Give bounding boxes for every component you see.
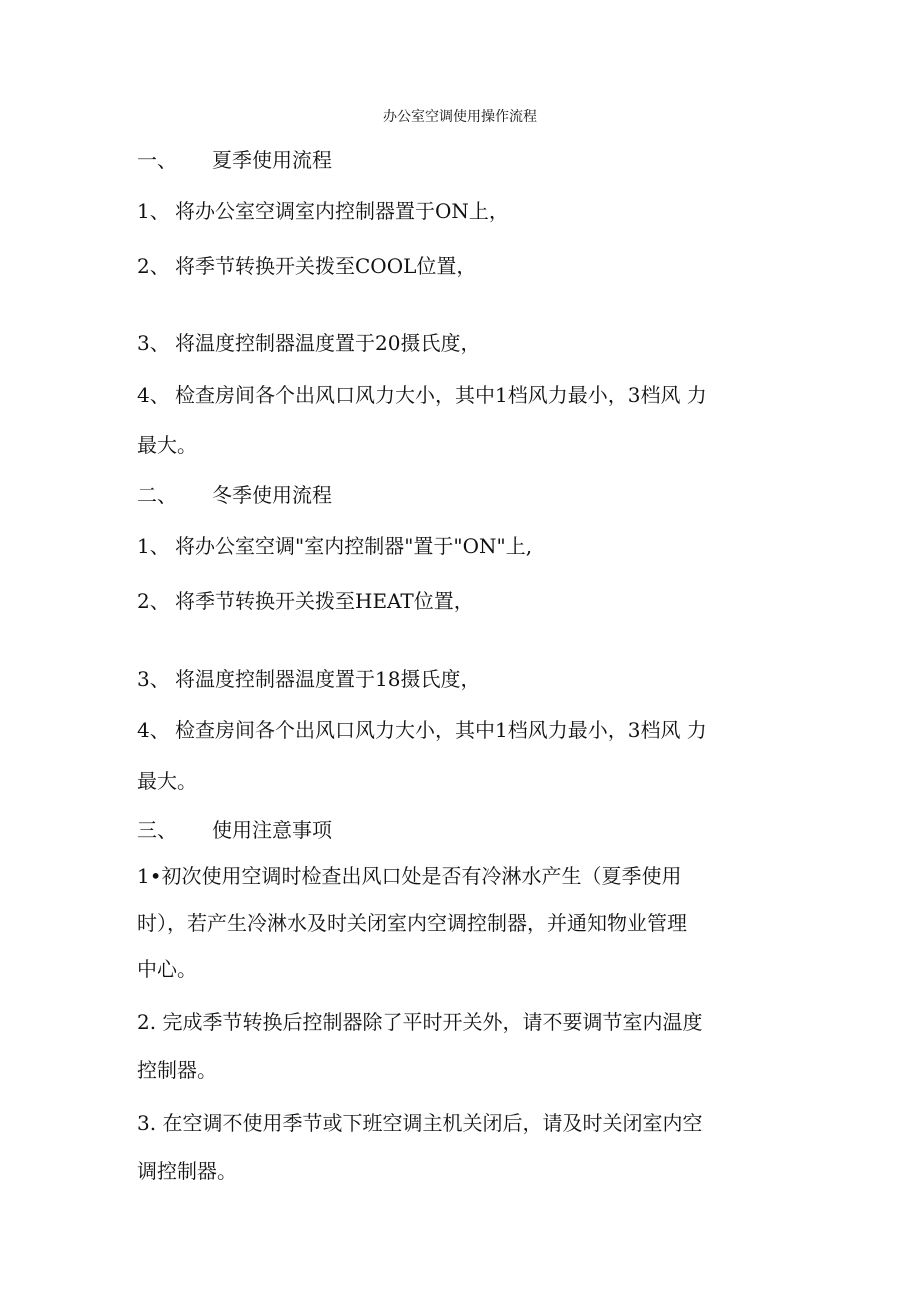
note-line: 中心。: [137, 957, 197, 981]
note-line: 3. 在空调不使用季节或下班空调主机关闭后，请及时关闭室内空: [137, 1111, 703, 1135]
item-text: 将季节转换开关拨至HEAT位置，: [175, 589, 474, 613]
note-line: 控制器。: [137, 1058, 217, 1082]
note-line: 时），若产生冷淋水及时关闭室内空调控制器，并通知物业管理: [137, 911, 687, 935]
item-number: 4、: [137, 718, 170, 742]
item-text: 检查房间各个出风口风力大小，其中1档风力最小，3档风 力: [175, 718, 707, 742]
list-item: [137, 197, 509, 225]
list-item: [137, 381, 707, 409]
list-item: [137, 532, 532, 560]
item-number: 1、: [137, 534, 170, 558]
list-item: [137, 587, 474, 615]
item-number: 2、: [137, 589, 170, 613]
section-number: 三、: [137, 818, 177, 842]
section-heading-summer: [137, 146, 332, 174]
section-heading-notes: [137, 816, 332, 844]
item-text: 将温度控制器温度置于20摄氏度，: [175, 331, 481, 355]
item-text: 将季节转换开关拨至COOL位置，: [175, 254, 477, 278]
list-item: [137, 665, 480, 693]
list-item: [137, 329, 480, 357]
item-text: 将办公室空调"室内控制器"置于"ON"上,: [175, 534, 533, 558]
section-heading-winter: [137, 481, 332, 509]
item-number: 2、: [137, 254, 170, 278]
item-continuation: 最大。: [137, 769, 197, 793]
item-text: 将办公室空调室内控制器置于ON上，: [175, 199, 509, 223]
list-item: [137, 252, 476, 280]
note-line: 1•初次使用空调时检查出风口处是否有冷淋水产生（夏季使用: [137, 864, 682, 888]
item-text: 检查房间各个出风口风力大小，其中1档风力最小，3档风 力: [175, 383, 707, 407]
note-line: 调控制器。: [137, 1159, 237, 1183]
item-number: 3、: [137, 667, 170, 691]
section-number: 二、: [137, 483, 177, 507]
item-number: 3、: [137, 331, 170, 355]
section-heading-text: 夏季使用流程: [212, 148, 332, 172]
note-line: 2. 完成季节转换后控制器除了平时开关外，请不要调节室内温度: [137, 1010, 703, 1034]
item-number: 4、: [137, 383, 170, 407]
item-text: 将温度控制器温度置于18摄氏度，: [175, 667, 481, 691]
section-heading-text: 冬季使用流程: [212, 483, 332, 507]
document-title: 办公室空调使用操作流程: [383, 109, 537, 125]
section-number: 一、: [137, 148, 177, 172]
item-continuation: 最大。: [137, 433, 197, 457]
section-heading-text: 使用注意事项: [212, 818, 332, 842]
list-item: [137, 716, 707, 744]
item-number: 1、: [137, 199, 170, 223]
